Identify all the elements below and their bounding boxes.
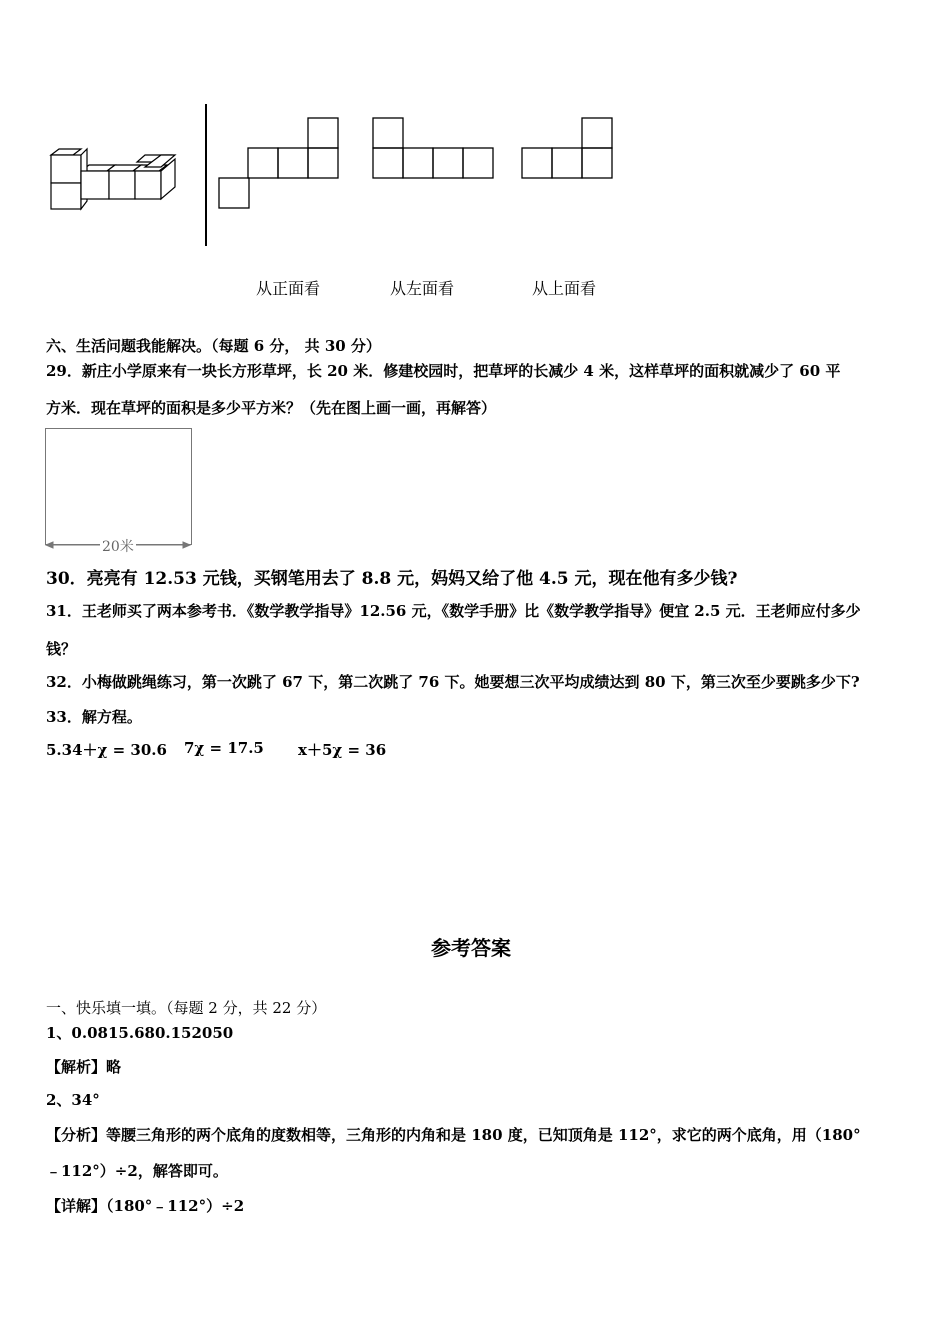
question-33: 33．解方程。 (46, 708, 142, 726)
top-view-figure (521, 117, 616, 182)
answer-2-detail: 【详解】（180°﹣112°）÷2 (46, 1197, 245, 1215)
answer-2-analysis-line1: 【分析】等腰三角形的两个底角的度数相等，三角形的内角和是 180 度，已知顶角是 112°，求它的两个底角，用（180° (46, 1126, 861, 1144)
question-29-line2: 方米．现在草坪的面积是多少平方米？（先在图上画一画，再解答） (46, 399, 497, 417)
cube-assembly-figure (45, 145, 185, 225)
top-view-label: 从上面看 (532, 279, 597, 298)
question-30: 30．亮亮有 12.53 元钱，买钢笔用去了 8.8 元，妈妈又给了他 4.5 元，现在他有多少钱? (46, 569, 738, 589)
left-view-figure (372, 117, 497, 182)
answer-2-analysis-line2: ﹣112°）÷2，解答即可。 (46, 1162, 228, 1180)
front-view-figure (218, 117, 343, 212)
question-29-line1: 29．新庄小学原来有一块长方形草坪，长 20 米．修建校园时，把草坪的长减少 4 米，这样草坪的面积就减少了 60 平 (46, 362, 841, 380)
lawn-rectangle-figure (45, 428, 192, 545)
equation-2: 7χ = 17.5 (184, 739, 264, 757)
equation-1: 5.34＋χ = 30.6 (46, 741, 167, 759)
lawn-length-label: 20米 (100, 536, 136, 556)
divider-line (205, 104, 207, 246)
question-32: 32．小梅做跳绳练习，第一次跳了 67 下，第二次跳了 76 下。她要想三次平均成绩达到 80 下，第三次至少要跳多少下? (46, 673, 860, 691)
answer-1: 1、0.0815.680.152050 (46, 1024, 234, 1042)
section6-title: 六、生活问题我能解决。（每题 6 分， 共 30 分） (46, 337, 381, 355)
answer-1-analysis: 【解析】略 (46, 1058, 122, 1076)
left-view-label: 从左面看 (390, 279, 455, 298)
front-view-label: 从正面看 (256, 279, 321, 298)
answers-section1-title: 一、快乐填一填。（每题 2 分，共 22 分） (46, 999, 327, 1017)
question-31-line1: 31．王老师买了两本参考书．《数学教学指导》12.56 元，《数学手册》比《数学教学指导》便宜 2.5 元．王老师应付多少 (46, 602, 861, 620)
question-31-line2: 钱？ (46, 640, 77, 658)
equation-3: x＋5χ = 36 (298, 741, 387, 759)
answers-heading: 参考答案 (431, 936, 511, 960)
answer-2: 2、34° (46, 1091, 100, 1109)
